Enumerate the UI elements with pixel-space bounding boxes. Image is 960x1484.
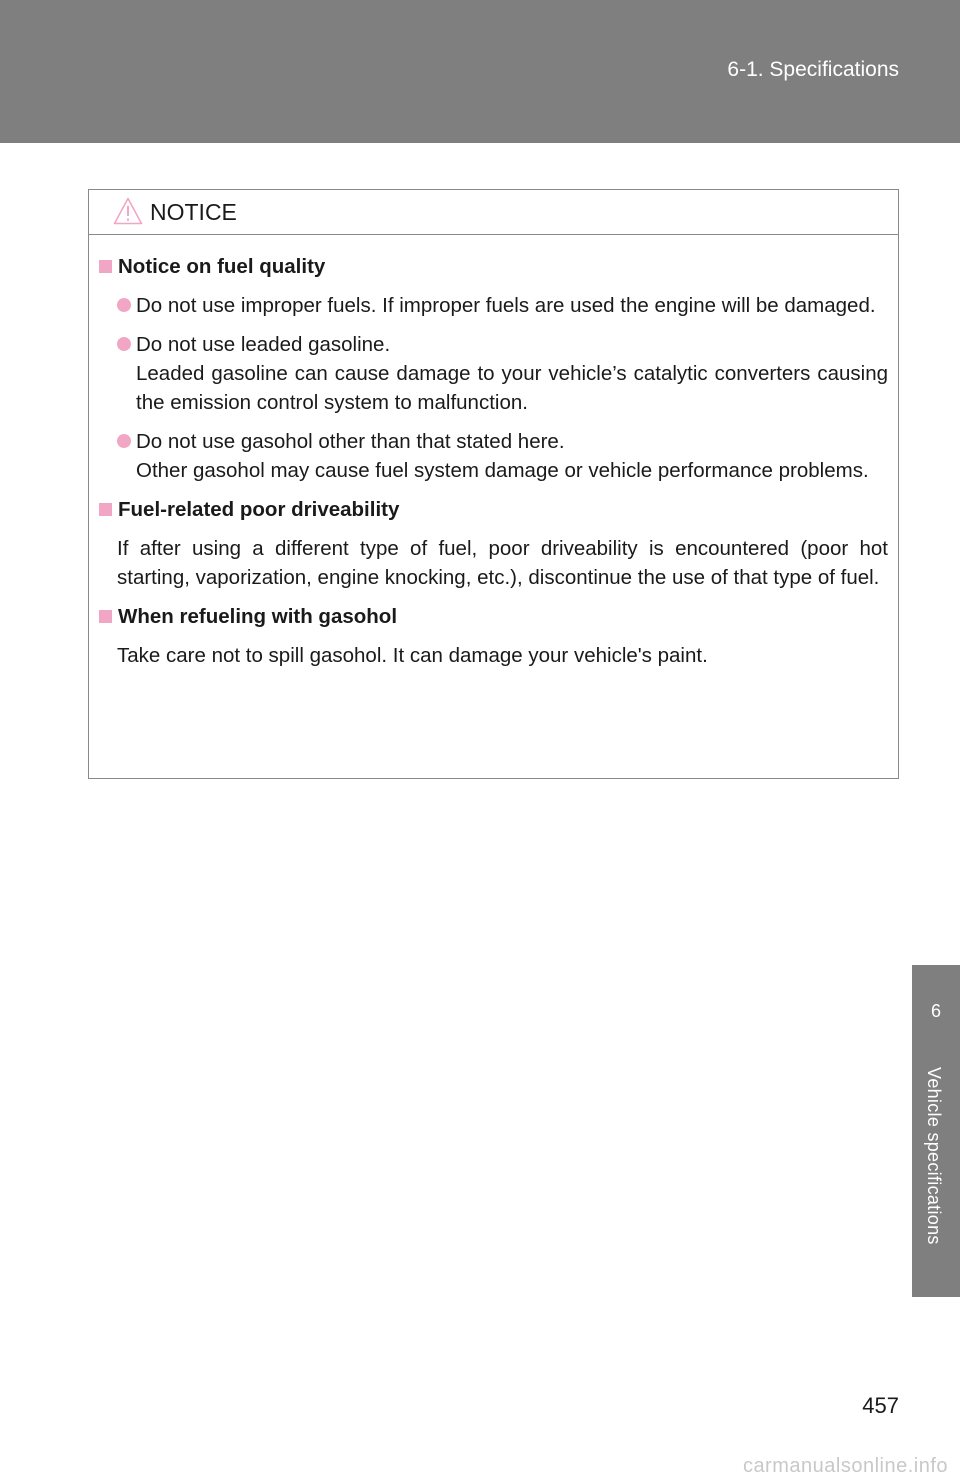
notice-box — [88, 189, 899, 779]
heading-text: When refueling with gasohol — [118, 605, 398, 628]
item-text: Do not use gasohol other than that stated here. — [136, 430, 565, 453]
section-heading — [99, 602, 888, 631]
page-header — [0, 0, 960, 143]
item-text: Leaded gasoline can cause damage to your vehicle’s catalytic converters causing the emission control system to malfunction. — [136, 362, 888, 414]
item-text: Do not use leaded gasoline. — [136, 333, 391, 356]
notice-title: NOTICE — [150, 199, 237, 225]
chapter-tab[interactable] — [912, 965, 960, 1297]
section-heading — [99, 495, 888, 524]
section-paragraph: If after using a different type of fuel, poor driveability is encountered (poor hot starting, vaporization, engine knocking, etc.), discontinue the use of that type of fuel. — [117, 537, 888, 589]
square-bullet-icon — [99, 503, 112, 516]
list-item — [99, 291, 888, 320]
page-number: 457 — [862, 1393, 899, 1418]
item-text: Other gasohol may cause fuel system damage or vehicle performance problems. — [136, 459, 869, 482]
circle-bullet-icon — [117, 434, 131, 448]
circle-bullet-icon — [117, 337, 131, 351]
heading-text: Notice on fuel quality — [118, 255, 326, 278]
square-bullet-icon — [99, 610, 112, 623]
watermark: carmanualsonline.info — [742, 1455, 948, 1477]
item-text: Do not use improper fuels. If improper fuels are used the engine will be damaged. — [136, 294, 876, 317]
chapter-number: 6 — [930, 1001, 941, 1021]
circle-bullet-icon — [117, 298, 131, 312]
section-paragraph: Take care not to spill gasohol. It can damage your vehicle's paint. — [117, 644, 708, 667]
section-title: 6-1. Specifications — [727, 58, 899, 81]
heading-text: Fuel-related poor driveability — [118, 498, 400, 521]
notice-header — [89, 190, 898, 235]
notice-body — [89, 235, 898, 680]
warning-triangle-icon — [113, 197, 143, 225]
chapter-label: Vehicle specifications — [924, 1067, 944, 1245]
square-bullet-icon — [99, 260, 112, 273]
list-item — [99, 330, 888, 417]
list-item — [99, 427, 888, 485]
section-heading — [99, 252, 888, 281]
